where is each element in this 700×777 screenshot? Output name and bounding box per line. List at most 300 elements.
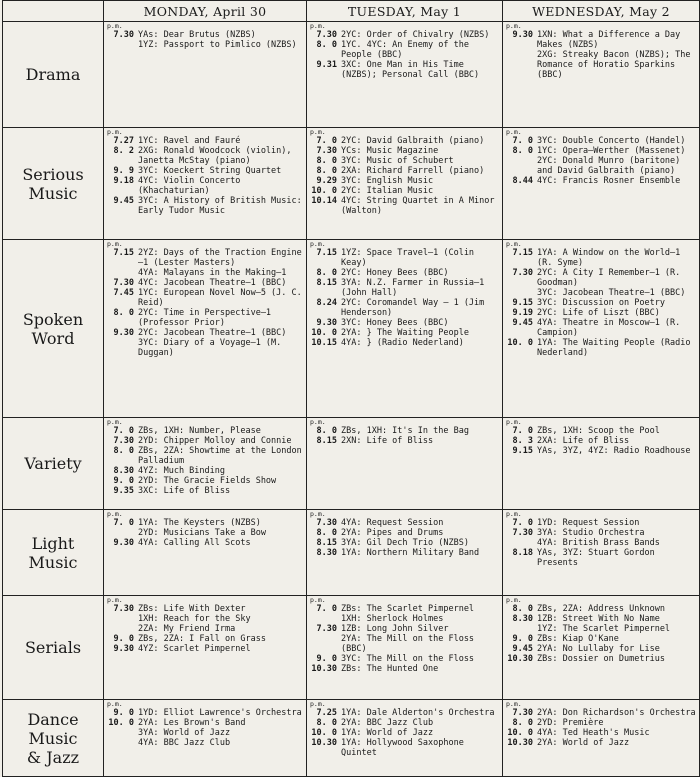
program-time: 7.27	[113, 136, 134, 146]
program-time: 10. 0	[108, 718, 134, 728]
program-title: 1XH: Sherlock Holmes	[341, 614, 444, 624]
program-entry	[307, 328, 502, 338]
program-title: 3YC: English Music	[341, 176, 434, 186]
program-time: 10.30	[311, 738, 337, 748]
program-title: 2YA: BBC Jazz Club	[341, 718, 434, 728]
program-entry	[307, 136, 502, 146]
program-entry	[104, 328, 306, 338]
day-slot-tuesday	[307, 510, 503, 596]
day-header-wednesday: WEDNESDAY, May 2	[503, 1, 700, 22]
category-row	[3, 418, 700, 510]
pm-marker: p.m.	[107, 510, 123, 518]
program-title: 3YC: Discussion on Poetry	[537, 298, 665, 308]
program-entry	[104, 644, 306, 654]
program-entry	[503, 338, 699, 358]
program-time: 7.15	[512, 248, 533, 258]
program-time: 9.30	[113, 538, 134, 548]
category-line: Word	[31, 328, 75, 348]
program-title: 1YA: Hollywood Saxophone Quintet	[341, 738, 464, 758]
program-title: ZBs: Kiap O'Kane	[537, 634, 619, 644]
program-title: 2YA: Pipes and Drums	[341, 528, 444, 538]
program-time: 7.30	[113, 30, 134, 40]
day-slot-tuesday	[307, 596, 503, 700]
program-time: 7.30	[316, 146, 337, 156]
program-title: 3YC: Koeckert String Quartet	[138, 166, 282, 176]
program-entry	[503, 308, 699, 318]
program-title: 1YA: Northern Military Band	[341, 548, 480, 558]
program-title: 2YC: Order of Chivalry (NZBS)	[341, 30, 490, 40]
program-entry	[307, 268, 502, 278]
category-row	[3, 240, 700, 418]
category-row	[3, 596, 700, 700]
program-entry	[503, 288, 699, 298]
category-label	[3, 128, 104, 240]
category-line: Spoken	[22, 309, 84, 329]
program-time: 10.14	[311, 196, 337, 206]
program-title: 4YC: Violin Concerto (Khachaturian)	[138, 176, 241, 196]
program-entry	[307, 728, 502, 738]
program-title: 3YC: The Mill on the Floss	[341, 654, 475, 664]
program-entry	[307, 664, 502, 674]
program-entry	[307, 146, 502, 156]
program-title: 2YA: No Lullaby for Lise	[537, 644, 660, 654]
program-title: 1YC: European Novel Now—5 (J. C. Reid)	[138, 288, 302, 308]
program-title: 2XA: Richard Farrell (piano)	[341, 166, 485, 176]
program-entry	[503, 538, 699, 548]
program-time: 8.15	[316, 278, 337, 288]
program-entry	[104, 728, 306, 738]
program-entry	[503, 728, 699, 738]
program-entry	[307, 528, 502, 538]
program-time: 8. 0	[113, 446, 134, 456]
program-title: 2YA: The Mill on the Floss (BBC)	[341, 634, 475, 654]
program-entry	[503, 156, 699, 176]
day-slot-tuesday	[307, 22, 503, 128]
program-title: 1YC: Ravel and Fauré	[138, 136, 241, 146]
program-entry	[104, 426, 306, 436]
program-entry	[104, 436, 306, 446]
pm-marker: p.m.	[107, 418, 123, 426]
program-entry	[307, 298, 502, 318]
program-title: 4YC: Jacobean Theatre—1 (BBC)	[138, 278, 287, 288]
program-title: 1ZB: Street With No Name	[537, 614, 660, 624]
day-header-monday: MONDAY, April 30	[104, 1, 307, 22]
program-time	[307, 614, 341, 624]
program-time: 9.45	[512, 318, 533, 328]
program-entry	[307, 654, 502, 664]
program-time: 7.15	[316, 248, 337, 258]
program-title: 4YZ: Scarlet Pimpernel	[138, 644, 251, 654]
pm-marker: p.m.	[310, 22, 326, 30]
program-time: 9.30	[512, 30, 533, 40]
program-time	[503, 288, 537, 298]
program-entry	[307, 518, 502, 528]
day-slot-tuesday	[307, 128, 503, 240]
program-entry	[104, 614, 306, 624]
program-time: 7. 0	[113, 426, 134, 436]
day-slot-wednesday	[503, 418, 700, 510]
program-title: 2YC: Donald Munro (baritone) and David Galbraith (piano)	[537, 156, 681, 176]
program-title: 2YZ: Days of the Traction Engine —1 (Lester Masters)	[138, 248, 302, 268]
program-title: 2YA: Les Brown's Band	[138, 718, 246, 728]
category-line: Light	[31, 533, 75, 553]
program-title: 3XC: Life of Bliss	[138, 486, 231, 496]
program-entry	[104, 288, 306, 308]
program-entry	[503, 624, 699, 634]
program-entry	[307, 278, 502, 298]
program-time: 8. 0	[316, 426, 337, 436]
program-time: 9. 9	[113, 166, 134, 176]
program-entry	[104, 268, 306, 278]
program-entry	[503, 30, 699, 50]
header-row	[3, 1, 700, 22]
program-entry	[503, 654, 699, 664]
pm-marker: p.m.	[107, 22, 123, 30]
program-time: 7. 0	[113, 518, 134, 528]
program-time: 9.18	[113, 176, 134, 186]
program-title: YCs: Music Magazine	[341, 146, 439, 156]
pm-marker: p.m.	[310, 418, 326, 426]
program-title: 1YZ: The Scarlet Pimpernel	[537, 624, 671, 634]
program-time: 7.30	[113, 436, 134, 446]
program-title: 3YC: Jacobean Theatre—1 (BBC)	[537, 288, 686, 298]
program-time: 7.30	[316, 30, 337, 40]
program-entry	[104, 40, 306, 50]
program-title: 3YA: World of Jazz	[138, 728, 231, 738]
pm-marker: p.m.	[506, 418, 522, 426]
program-title: YAs: Dear Brutus (NZBS)	[138, 30, 256, 40]
program-time: 9. 0	[113, 634, 134, 644]
program-entry	[503, 738, 699, 748]
program-title: 2XG: Ronald Woodcock (violin), Janetta McStay (piano)	[138, 146, 292, 166]
day-slot-monday	[104, 22, 307, 128]
program-entry	[503, 634, 699, 644]
pm-marker: p.m.	[107, 596, 123, 604]
day-slot-monday	[104, 700, 307, 777]
program-time: 7.45	[113, 288, 134, 298]
program-time: 7.30	[512, 708, 533, 718]
program-entry	[307, 718, 502, 728]
program-entry	[307, 156, 502, 166]
program-time	[503, 156, 537, 176]
program-entry	[503, 436, 699, 446]
program-time: 9.30	[113, 328, 134, 338]
program-time: 10. 0	[507, 728, 533, 738]
category-line: Drama	[25, 65, 81, 84]
program-title: 1YZ: Space Travel—1 (Colin Keay)	[341, 248, 475, 268]
program-title: 3YA: Gil Dech Trio (NZBS)	[341, 538, 469, 548]
program-time: 10.15	[311, 338, 337, 348]
program-time	[503, 624, 537, 634]
category-row	[3, 510, 700, 596]
category-line: Music	[28, 183, 78, 203]
program-time: 7.30	[512, 528, 533, 538]
program-entry	[307, 40, 502, 60]
program-title: 3YA: N.Z. Farmer in Russia—1 (John Hall)	[341, 278, 485, 298]
program-title: 2YC: Italian Music	[341, 186, 434, 196]
category-label	[3, 240, 104, 418]
program-time: 9.15	[512, 446, 533, 456]
program-title: YAs, 3YZ, 4YZ: Radio Roadhouse	[537, 446, 691, 456]
category-label	[3, 700, 104, 777]
program-title: ZBs, 1XH: Scoop the Pool	[537, 426, 660, 436]
program-entry	[104, 528, 306, 538]
program-title: 4YA: BBC Jazz Club	[138, 738, 231, 748]
program-entry	[307, 30, 502, 40]
program-time: 8.24	[316, 298, 337, 308]
program-entry	[307, 436, 502, 446]
program-title: 2YA: } The Waiting People	[341, 328, 469, 338]
program-time: 8.30	[512, 614, 533, 624]
pm-marker: p.m.	[310, 510, 326, 518]
program-time: 7. 0	[512, 518, 533, 528]
program-title: 2YC: A City I Remember—1 (R. Goodman)	[537, 268, 681, 288]
program-time: 8. 0	[316, 718, 337, 728]
program-entry	[104, 146, 306, 166]
program-title: ZBs, 2ZA: Showtime at the London Palladium	[138, 446, 302, 466]
day-slot-tuesday	[307, 418, 503, 510]
program-time: 9.29	[316, 176, 337, 186]
program-title: 1YD: Request Session	[537, 518, 640, 528]
program-title: 1XH: Reach for the Sky	[138, 614, 251, 624]
program-entry	[307, 708, 502, 718]
program-entry	[503, 604, 699, 614]
program-entry	[104, 466, 306, 476]
pm-marker: p.m.	[506, 128, 522, 136]
program-title: 2YD: Chipper Molloy and Connie	[138, 436, 292, 446]
program-title: 1YA: Dale Alderton's Orchestra	[341, 708, 495, 718]
program-title: ZBs: The Hunted One	[341, 664, 439, 674]
program-title: 1YA: A Window on the World—1 (R. Syme)	[537, 248, 681, 268]
category-label	[3, 22, 104, 128]
day-slot-wednesday	[503, 596, 700, 700]
program-time: 8. 0	[316, 166, 337, 176]
program-time: 7.30	[512, 268, 533, 278]
program-time: 8.30	[316, 548, 337, 558]
program-title: 1YA: The Keysters (NZBS)	[138, 518, 261, 528]
schedule-body	[3, 22, 700, 777]
program-time	[104, 528, 138, 538]
program-title: 4YA: } (Radio Nederland)	[341, 338, 464, 348]
category-label	[3, 510, 104, 596]
program-entry	[104, 248, 306, 268]
program-title: 1YA: The Waiting People (Radio Nederland)	[537, 338, 691, 358]
program-time	[503, 538, 537, 548]
program-time: 9.19	[512, 308, 533, 318]
pm-marker: p.m.	[310, 700, 326, 708]
program-title: 2YC: Jacobean Theatre—1 (BBC)	[138, 328, 287, 338]
day-header-tuesday: TUESDAY, May 1	[307, 1, 503, 22]
program-time: 10. 0	[311, 186, 337, 196]
category-line: Music	[28, 552, 78, 572]
category-line: Dance	[27, 709, 79, 729]
program-time	[503, 50, 537, 80]
day-slot-wednesday	[503, 700, 700, 777]
pm-marker: p.m.	[506, 596, 522, 604]
category-line: Serious	[22, 164, 84, 184]
program-entry	[307, 186, 502, 196]
program-time: 8.15	[316, 436, 337, 446]
day-slot-monday	[104, 240, 307, 418]
program-entry	[307, 604, 502, 614]
pm-marker: p.m.	[310, 128, 326, 136]
category-line: Music	[28, 728, 78, 748]
program-entry	[503, 614, 699, 624]
program-entry	[307, 318, 502, 328]
program-entry	[503, 708, 699, 718]
program-time: 8. 0	[512, 146, 533, 156]
program-time: 8.18	[512, 548, 533, 558]
category-line: Serials	[24, 638, 82, 657]
program-title: 4YZ: Much Binding	[138, 466, 225, 476]
program-title: 4YA: Malayans in the Making—1	[138, 268, 287, 278]
program-time: 7. 0	[512, 136, 533, 146]
program-time: 8.30	[113, 466, 134, 476]
program-title: 2YD: Musicians Take a Bow	[138, 528, 266, 538]
category-label	[3, 596, 104, 700]
program-entry	[503, 548, 699, 568]
program-time: 8. 3	[512, 436, 533, 446]
program-time: 9.30	[113, 644, 134, 654]
program-entry	[503, 446, 699, 456]
pm-marker: p.m.	[107, 240, 123, 248]
program-time: 7. 0	[316, 604, 337, 614]
program-entry	[104, 518, 306, 528]
program-entry	[503, 718, 699, 728]
program-title: YAs, 3YZ: Stuart Gordon Presents	[537, 548, 655, 568]
program-title: 1YC. 4YC: An Enemy of the People (BBC)	[341, 40, 469, 60]
program-time: 7.15	[113, 248, 134, 258]
category-row	[3, 700, 700, 777]
program-time: 8. 0	[512, 604, 533, 614]
program-title: 3YA: Studio Orchestra	[537, 528, 645, 538]
program-title: 4YA: Request Session	[341, 518, 444, 528]
program-entry	[503, 426, 699, 436]
program-entry	[104, 476, 306, 486]
program-title: 2YC: Coromandel Way — 1 (Jim Henderson)	[341, 298, 485, 318]
day-slot-wednesday	[503, 240, 700, 418]
program-title: 2YC: Honey Bees (BBC)	[341, 268, 449, 278]
program-time: 7.30	[316, 518, 337, 528]
program-time: 9.45	[113, 196, 134, 206]
program-time: 9.35	[113, 486, 134, 496]
program-time: 8.15	[316, 538, 337, 548]
program-entry	[104, 738, 306, 748]
program-entry	[104, 176, 306, 196]
program-entry	[104, 708, 306, 718]
program-time: 8. 2	[113, 146, 134, 156]
day-slot-tuesday	[307, 240, 503, 418]
pm-marker: p.m.	[506, 240, 522, 248]
program-title: 4YA: Calling All Scots	[138, 538, 251, 548]
program-time	[104, 40, 138, 50]
program-title: 2XA: Life of Bliss	[537, 436, 630, 446]
program-title: 1ZB: Long John Silver	[341, 624, 449, 634]
program-entry	[104, 166, 306, 176]
program-entry	[307, 614, 502, 624]
program-time: 8. 0	[316, 528, 337, 538]
category-row	[3, 128, 700, 240]
program-time	[104, 738, 138, 748]
corner-cell	[3, 1, 104, 22]
schedule-table	[2, 0, 700, 777]
program-entry	[503, 136, 699, 146]
program-time: 8. 0	[316, 268, 337, 278]
program-entry	[104, 538, 306, 548]
pm-marker: p.m.	[107, 128, 123, 136]
program-entry	[503, 248, 699, 268]
program-title: ZBs, 2ZA: I Fall on Grass	[138, 634, 266, 644]
program-entry	[307, 426, 502, 436]
day-slot-monday	[104, 128, 307, 240]
program-time: 8. 0	[512, 718, 533, 728]
program-entry	[503, 518, 699, 528]
program-entry	[104, 446, 306, 466]
program-entry	[104, 604, 306, 614]
category-line: & Jazz	[26, 747, 80, 767]
program-entry	[307, 196, 502, 216]
program-time	[104, 268, 138, 278]
pm-marker: p.m.	[310, 596, 326, 604]
program-time	[104, 728, 138, 738]
program-title: 1YD: Elliot Lawrence's Orchestra	[138, 708, 302, 718]
program-entry	[307, 548, 502, 558]
program-time	[104, 614, 138, 624]
program-time: 7.30	[113, 604, 134, 614]
pm-marker: p.m.	[506, 22, 522, 30]
program-time: 9. 0	[316, 654, 337, 664]
category-row	[3, 22, 700, 128]
day-slot-wednesday	[503, 22, 700, 128]
program-entry	[503, 50, 699, 80]
program-title: 2YD: Première	[537, 718, 604, 728]
program-title: 4YA: Ted Heath's Music	[537, 728, 650, 738]
program-entry	[307, 166, 502, 176]
program-time: 10. 0	[311, 328, 337, 338]
program-title: 4YA: Theatre in Moscow—1 (R. Campion)	[537, 318, 681, 338]
program-entry	[503, 298, 699, 308]
program-entry	[307, 738, 502, 758]
program-time: 9. 0	[113, 476, 134, 486]
program-entry	[104, 338, 306, 358]
program-title: 2YA: Don Richardson's Orchestra	[537, 708, 696, 718]
program-title: 2YA: World of Jazz	[537, 738, 630, 748]
pm-marker: p.m.	[506, 700, 522, 708]
category-line: Variety	[24, 454, 82, 473]
pm-marker: p.m.	[310, 240, 326, 248]
program-entry	[104, 486, 306, 496]
program-time: 9.15	[512, 298, 533, 308]
program-time: 8. 0	[316, 156, 337, 166]
program-time: 10. 0	[311, 728, 337, 738]
program-entry	[307, 248, 502, 268]
program-time: 9. 0	[113, 708, 134, 718]
program-time: 9. 0	[512, 634, 533, 644]
pm-marker: p.m.	[107, 700, 123, 708]
program-title: 1YA: World of Jazz	[341, 728, 434, 738]
program-time	[104, 338, 138, 358]
program-entry	[503, 528, 699, 538]
program-entry	[104, 308, 306, 328]
program-entry	[503, 268, 699, 288]
program-title: 1YZ: Passport to Pimlico (NZBS)	[138, 40, 297, 50]
program-title: 4YC: String Quartet in A Minor (Walton)	[341, 196, 495, 216]
day-slot-tuesday	[307, 700, 503, 777]
program-time: 7. 0	[316, 136, 337, 146]
program-title: ZBs, 2ZA: Address Unknown	[537, 604, 665, 614]
program-time: 10. 0	[507, 338, 533, 348]
program-title: 2YC: Time in Perspective—1 (Professor Prior)	[138, 308, 272, 328]
